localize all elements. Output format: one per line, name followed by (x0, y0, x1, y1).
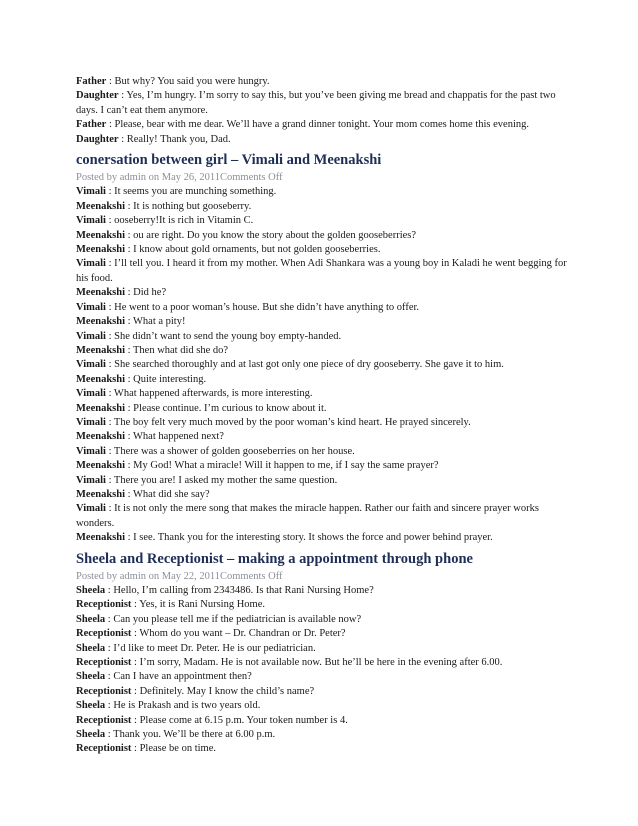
speaker-name: Vimali (76, 215, 106, 227)
speaker-name: Sheela (76, 642, 106, 654)
post-meta: Posted by admin on May 22, 2011Comments Off (76, 570, 283, 582)
dialogue-text: : Can you please tell me if the pediatrician is available now? (105, 613, 362, 625)
dialogue-text: : It is nothing but gooseberry. (125, 200, 252, 212)
dialogue-text: : I’m sorry, Madam. He is not available now. But he’ll be here in the evening after 6.00. (131, 657, 503, 669)
dialogue-text: : Hello, I’m calling from 2343486. Is that Rani Nursing Home? (105, 585, 374, 596)
dialogue-line (76, 315, 571, 329)
speaker-name: Father (76, 76, 107, 87)
dialogue-text: : What a pity! (125, 316, 186, 328)
speaker-name: Father (76, 119, 107, 131)
dialogue-line (76, 627, 571, 641)
dialogue-line (76, 699, 571, 713)
dialogue-line (76, 742, 571, 756)
dialogue-text: : ou are right. Do you know the story about the golden gooseberries? (125, 229, 417, 241)
speaker-name: Vimali (76, 388, 106, 400)
speaker-name: Daughter (76, 133, 119, 145)
dialogue-text: : He went to a poor woman’s house. But she didn’t have anything to offer. (105, 301, 420, 313)
dialogue-line (76, 584, 571, 598)
dialogue-text: : Quite interesting. (125, 373, 207, 385)
dialogue-text: : There you are! I asked my mother the same question. (105, 474, 338, 486)
speaker-name: Vimali (76, 186, 106, 198)
dialogue-text: : Please come at 6.15 p.m. Your token number is 4. (131, 714, 348, 726)
speaker-name: Vimali (76, 330, 106, 342)
dialogue-line (76, 642, 571, 656)
speaker-name: Daughter (76, 90, 119, 102)
dialogue-line (76, 358, 571, 372)
dialogue-line (76, 214, 571, 228)
dialogue-line (76, 229, 571, 243)
dialogue-text: : Please be on time. (131, 743, 216, 755)
dialogue-text: : Can I have an appointment then? (105, 671, 252, 683)
document-content (76, 75, 571, 759)
dialogue-line (76, 416, 571, 430)
dialogue-text: : She searched thoroughly and at last got only one piece of dry gooseberry. She gave it to him. (105, 359, 504, 371)
dialogue-text: : He is Prakash and is two years old. (105, 700, 261, 712)
dialogue-text: : She didn’t want to send the young boy empty-handed. (105, 330, 342, 342)
section-title[interactable]: conersation between girl – Vimali and Meenakshi (76, 152, 382, 169)
post-meta: Posted by admin on May 26, 2011Comments Off (76, 172, 283, 184)
dialogue-text: : Yes, it is Rani Nursing Home. (131, 599, 266, 611)
speaker-name: Vimali (76, 301, 106, 313)
dialogue-line (76, 200, 571, 214)
dialogue-line (76, 118, 571, 132)
dialogue-line (76, 402, 571, 416)
article-section (76, 151, 571, 546)
speaker-name: Meenakshi (76, 229, 126, 241)
dialogue-line (76, 445, 571, 459)
speaker-name: Meenakshi (76, 532, 126, 544)
speaker-name: Vimali (76, 474, 106, 486)
dialogue-line (76, 373, 571, 387)
dialogue-line (76, 613, 571, 627)
dialogue-text: : What happened next? (125, 431, 224, 443)
speaker-name: Meenakshi (76, 344, 126, 356)
dialogue-text: : Please, bear with me dear. We’ll have a grand dinner tonight. Your mom comes home this evening. (106, 119, 529, 131)
dialogue-line (76, 502, 571, 531)
speaker-name: Sheela (76, 613, 106, 625)
dialogue-text: : Then what did she do? (125, 344, 229, 356)
speaker-name: Meenakshi (76, 488, 126, 500)
dialogue-text: : I’d like to meet Dr. Peter. He is our pediatrician. (105, 642, 316, 654)
dialogue-text: : What did she say? (125, 488, 210, 500)
speaker-name: Receptionist (76, 743, 132, 755)
dialogue-text: : But why? You said you were hungry. (106, 76, 270, 87)
dialogue-line (76, 257, 571, 286)
speaker-name: Meenakshi (76, 244, 126, 256)
dialogue-text: : I know about gold ornaments, but not golden gooseberries. (125, 244, 381, 256)
dialogue-text: : I’ll tell you. I heard it from my mother. When Adi Shankara was a young boy in Kaladi he went begging for his food. (76, 258, 567, 284)
dialogue-text: : Did he? (125, 287, 167, 299)
speaker-name: Vimali (76, 258, 106, 270)
dialogue-line (76, 531, 571, 545)
dialogue-line (76, 685, 571, 699)
dialogue-text: : Definitely. May I know the child’s name? (131, 685, 315, 697)
speaker-name: Receptionist (76, 714, 132, 726)
speaker-name: Sheela (76, 700, 106, 712)
dialogue-text: : Really! Thank you, Dad. (118, 133, 231, 145)
dialogue-line (76, 286, 571, 300)
speaker-name: Sheela (76, 729, 106, 741)
dialogue-line (76, 344, 571, 358)
dialogue-text: : I see. Thank you for the interesting story. It shows the force and power behind prayer. (125, 532, 493, 544)
section-title[interactable]: Sheela and Receptionist – making a appointment through phone (76, 550, 473, 567)
article-section (76, 550, 571, 757)
dialogue-line (76, 330, 571, 344)
dialogue-line (76, 301, 571, 315)
speaker-name: Receptionist (76, 657, 132, 669)
dialogue-text: : ooseberry!It is rich in Vitamin C. (105, 215, 254, 227)
dialogue-text: : My God! What a miracle! Will it happen to me, if I say the same prayer? (125, 460, 439, 472)
dialogue-line (76, 185, 571, 199)
speaker-name: Sheela (76, 585, 106, 596)
speaker-name: Vimali (76, 359, 106, 371)
speaker-name: Sheela (76, 671, 106, 683)
dialogue-line (76, 474, 571, 488)
dialogue-text: : It is not only the mere song that makes the miracle happen. Rather our faith and sincere prayer works wonders. (76, 503, 539, 529)
speaker-name: Meenakshi (76, 200, 126, 212)
dialogue-line (76, 243, 571, 257)
dialogue-text: : Please continue. I’m curious to know about it. (125, 402, 327, 414)
dialogue-line (76, 714, 571, 728)
dialogue-text: : Thank you. We’ll be there at 6.00 p.m. (105, 729, 276, 741)
dialogue-line (76, 89, 571, 118)
dialogue-line (76, 728, 571, 742)
dialogue-line (76, 598, 571, 612)
article-sections (76, 151, 571, 757)
speaker-name: Meenakshi (76, 402, 126, 414)
speaker-name: Receptionist (76, 685, 132, 697)
dialogue-line (76, 133, 571, 147)
dialogue-line (76, 459, 571, 473)
speaker-name: Meenakshi (76, 287, 126, 299)
dialogue-line (76, 656, 571, 670)
dialogue-text: : It seems you are munching something. (105, 186, 277, 198)
dialogue-line (76, 430, 571, 444)
speaker-name: Meenakshi (76, 316, 126, 328)
dialogue-text: : There was a shower of golden gooseberries on her house. (105, 445, 355, 457)
speaker-name: Vimali (76, 416, 106, 428)
speaker-name: Meenakshi (76, 460, 126, 472)
dialogue-line (76, 75, 571, 89)
dialogue-line (76, 488, 571, 502)
intro-dialogue (76, 75, 571, 147)
dialogue-text: : Yes, I’m hungry. I’m sorry to say this, but you’ve been giving me bread and chappatis for the past two days. I can’t eat them anymore. (76, 90, 556, 116)
speaker-name: Meenakshi (76, 373, 126, 385)
speaker-name: Receptionist (76, 628, 132, 640)
dialogue-line (76, 670, 571, 684)
dialogue-text: : The boy felt very much moved by the poor woman’s kind heart. He prayed sincerely. (105, 416, 471, 428)
dialogue-text: : What happened afterwards, is more interesting. (105, 388, 313, 400)
speaker-name: Vimali (76, 503, 106, 515)
speaker-name: Receptionist (76, 599, 132, 611)
dialogue-text: : Whom do you want – Dr. Chandran or Dr. Peter? (131, 628, 346, 640)
dialogue-line (76, 387, 571, 401)
speaker-name: Meenakshi (76, 431, 126, 443)
speaker-name: Vimali (76, 445, 106, 457)
